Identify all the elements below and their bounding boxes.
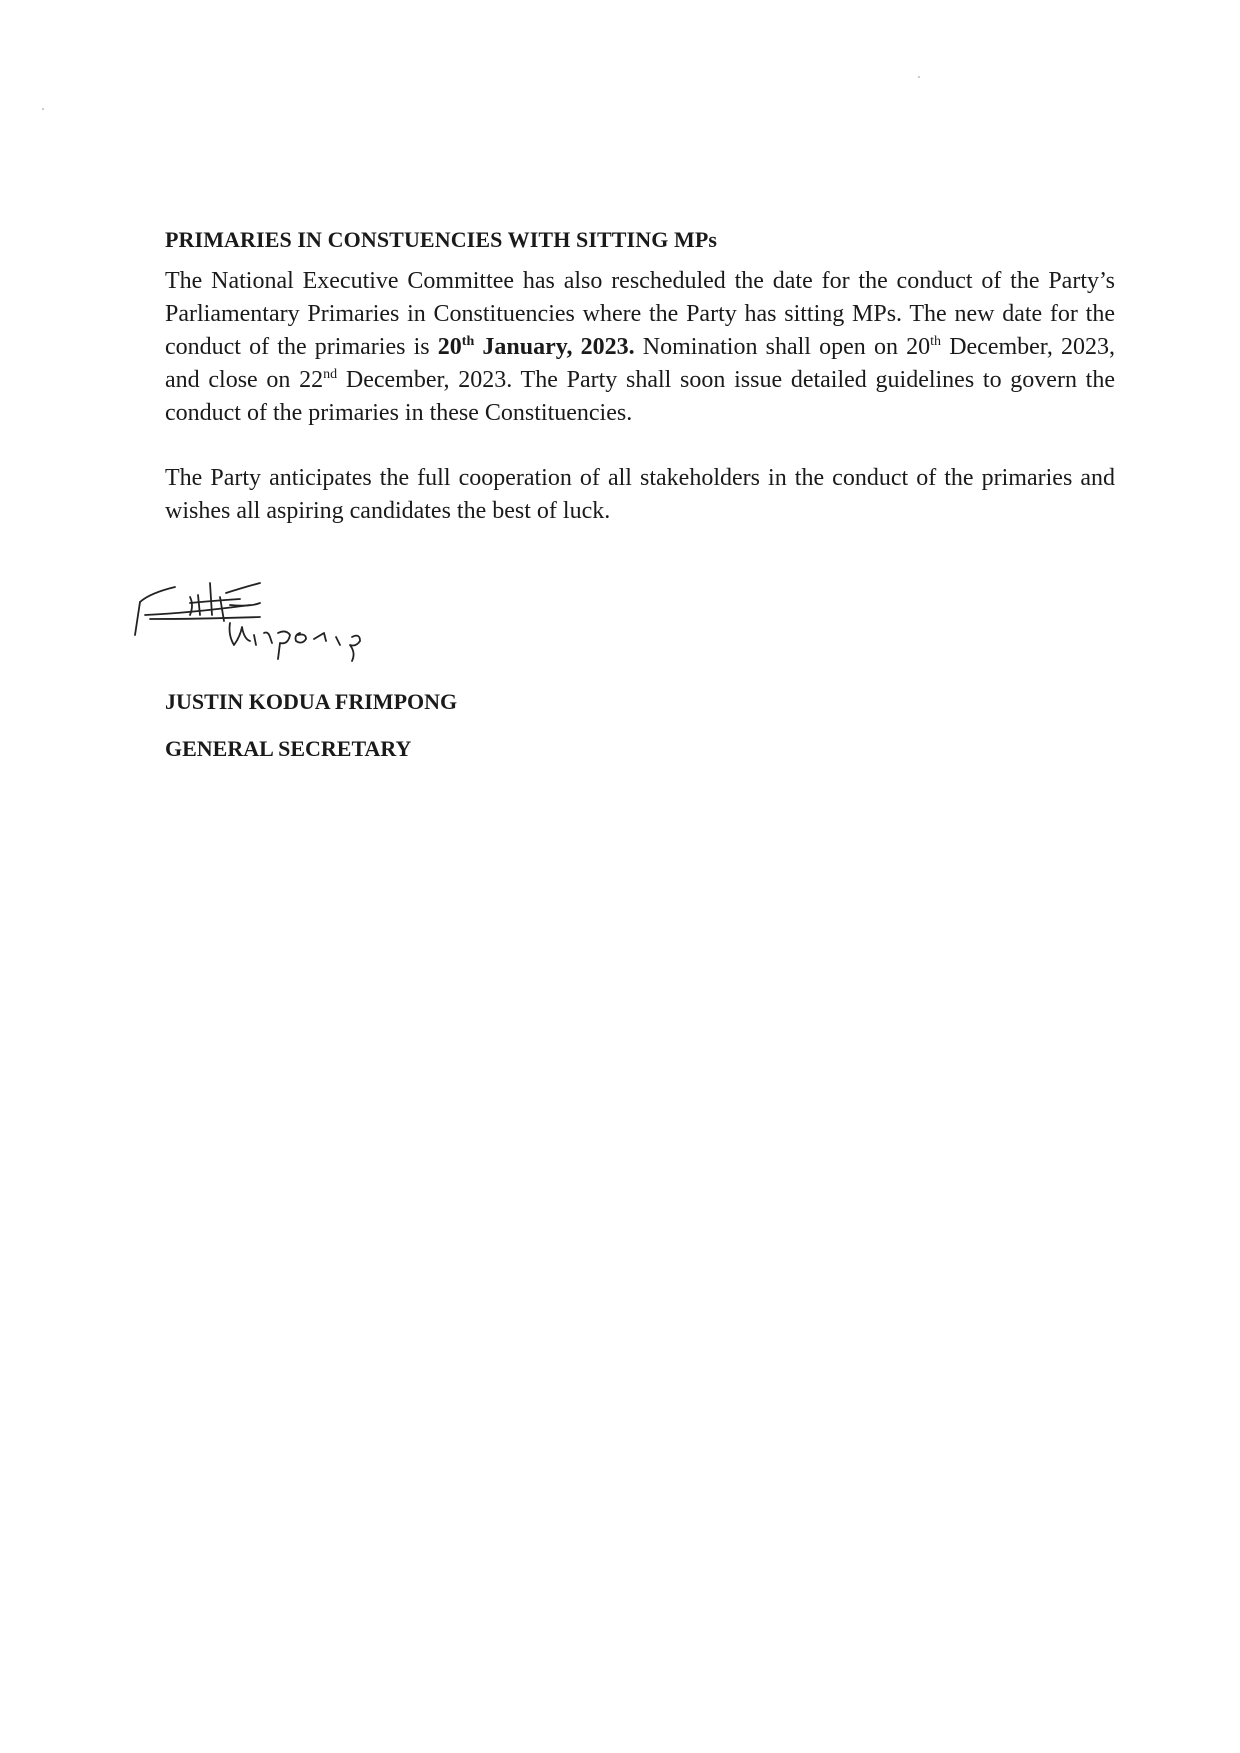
paragraph-text: The National Executive Committee has also rescheduled the date for the conduct of the Party’s Parliamentary Primaries in Constituencies where the Party has sitting MPs. The new date for the conduct of the primaries is: [165, 268, 1115, 360]
new-primary-date: [438, 334, 635, 360]
paragraph-closing: The Party anticipates the full cooperation of all stakeholders in the conduct of the primaries and wishes all aspiring candidates the best of luck.: [165, 465, 1115, 524]
document-body: [165, 225, 1115, 528]
scan-speck: [918, 76, 920, 78]
date-day: 20: [437, 334, 462, 360]
date-suffix: th: [461, 334, 475, 349]
paragraph-text: Nomination shall open on 20: [634, 334, 931, 360]
paragraph-rescheduled-date: [165, 265, 1115, 430]
scan-speck: [42, 108, 44, 110]
section-heading: PRIMARIES IN CONSTUENCIES WITH SITTING MPs: [165, 227, 718, 252]
date-month-year: January, 2023.: [474, 334, 635, 360]
signatory-name: JUSTIN KODUA FRIMPONG: [165, 689, 458, 714]
handwritten-signature: [130, 575, 450, 695]
paragraph-text: December, 2023. The Party shall soon issue detailed guidelines to govern the conduct of the primaries in these Constituencies.: [165, 367, 1115, 426]
signatory-title: GENERAL SECRETARY: [165, 736, 412, 761]
paragraph-text: December, 2023, and close on 22: [165, 334, 1115, 393]
ordinal-suffix: nd: [323, 367, 338, 382]
ordinal-suffix: th: [930, 334, 942, 349]
